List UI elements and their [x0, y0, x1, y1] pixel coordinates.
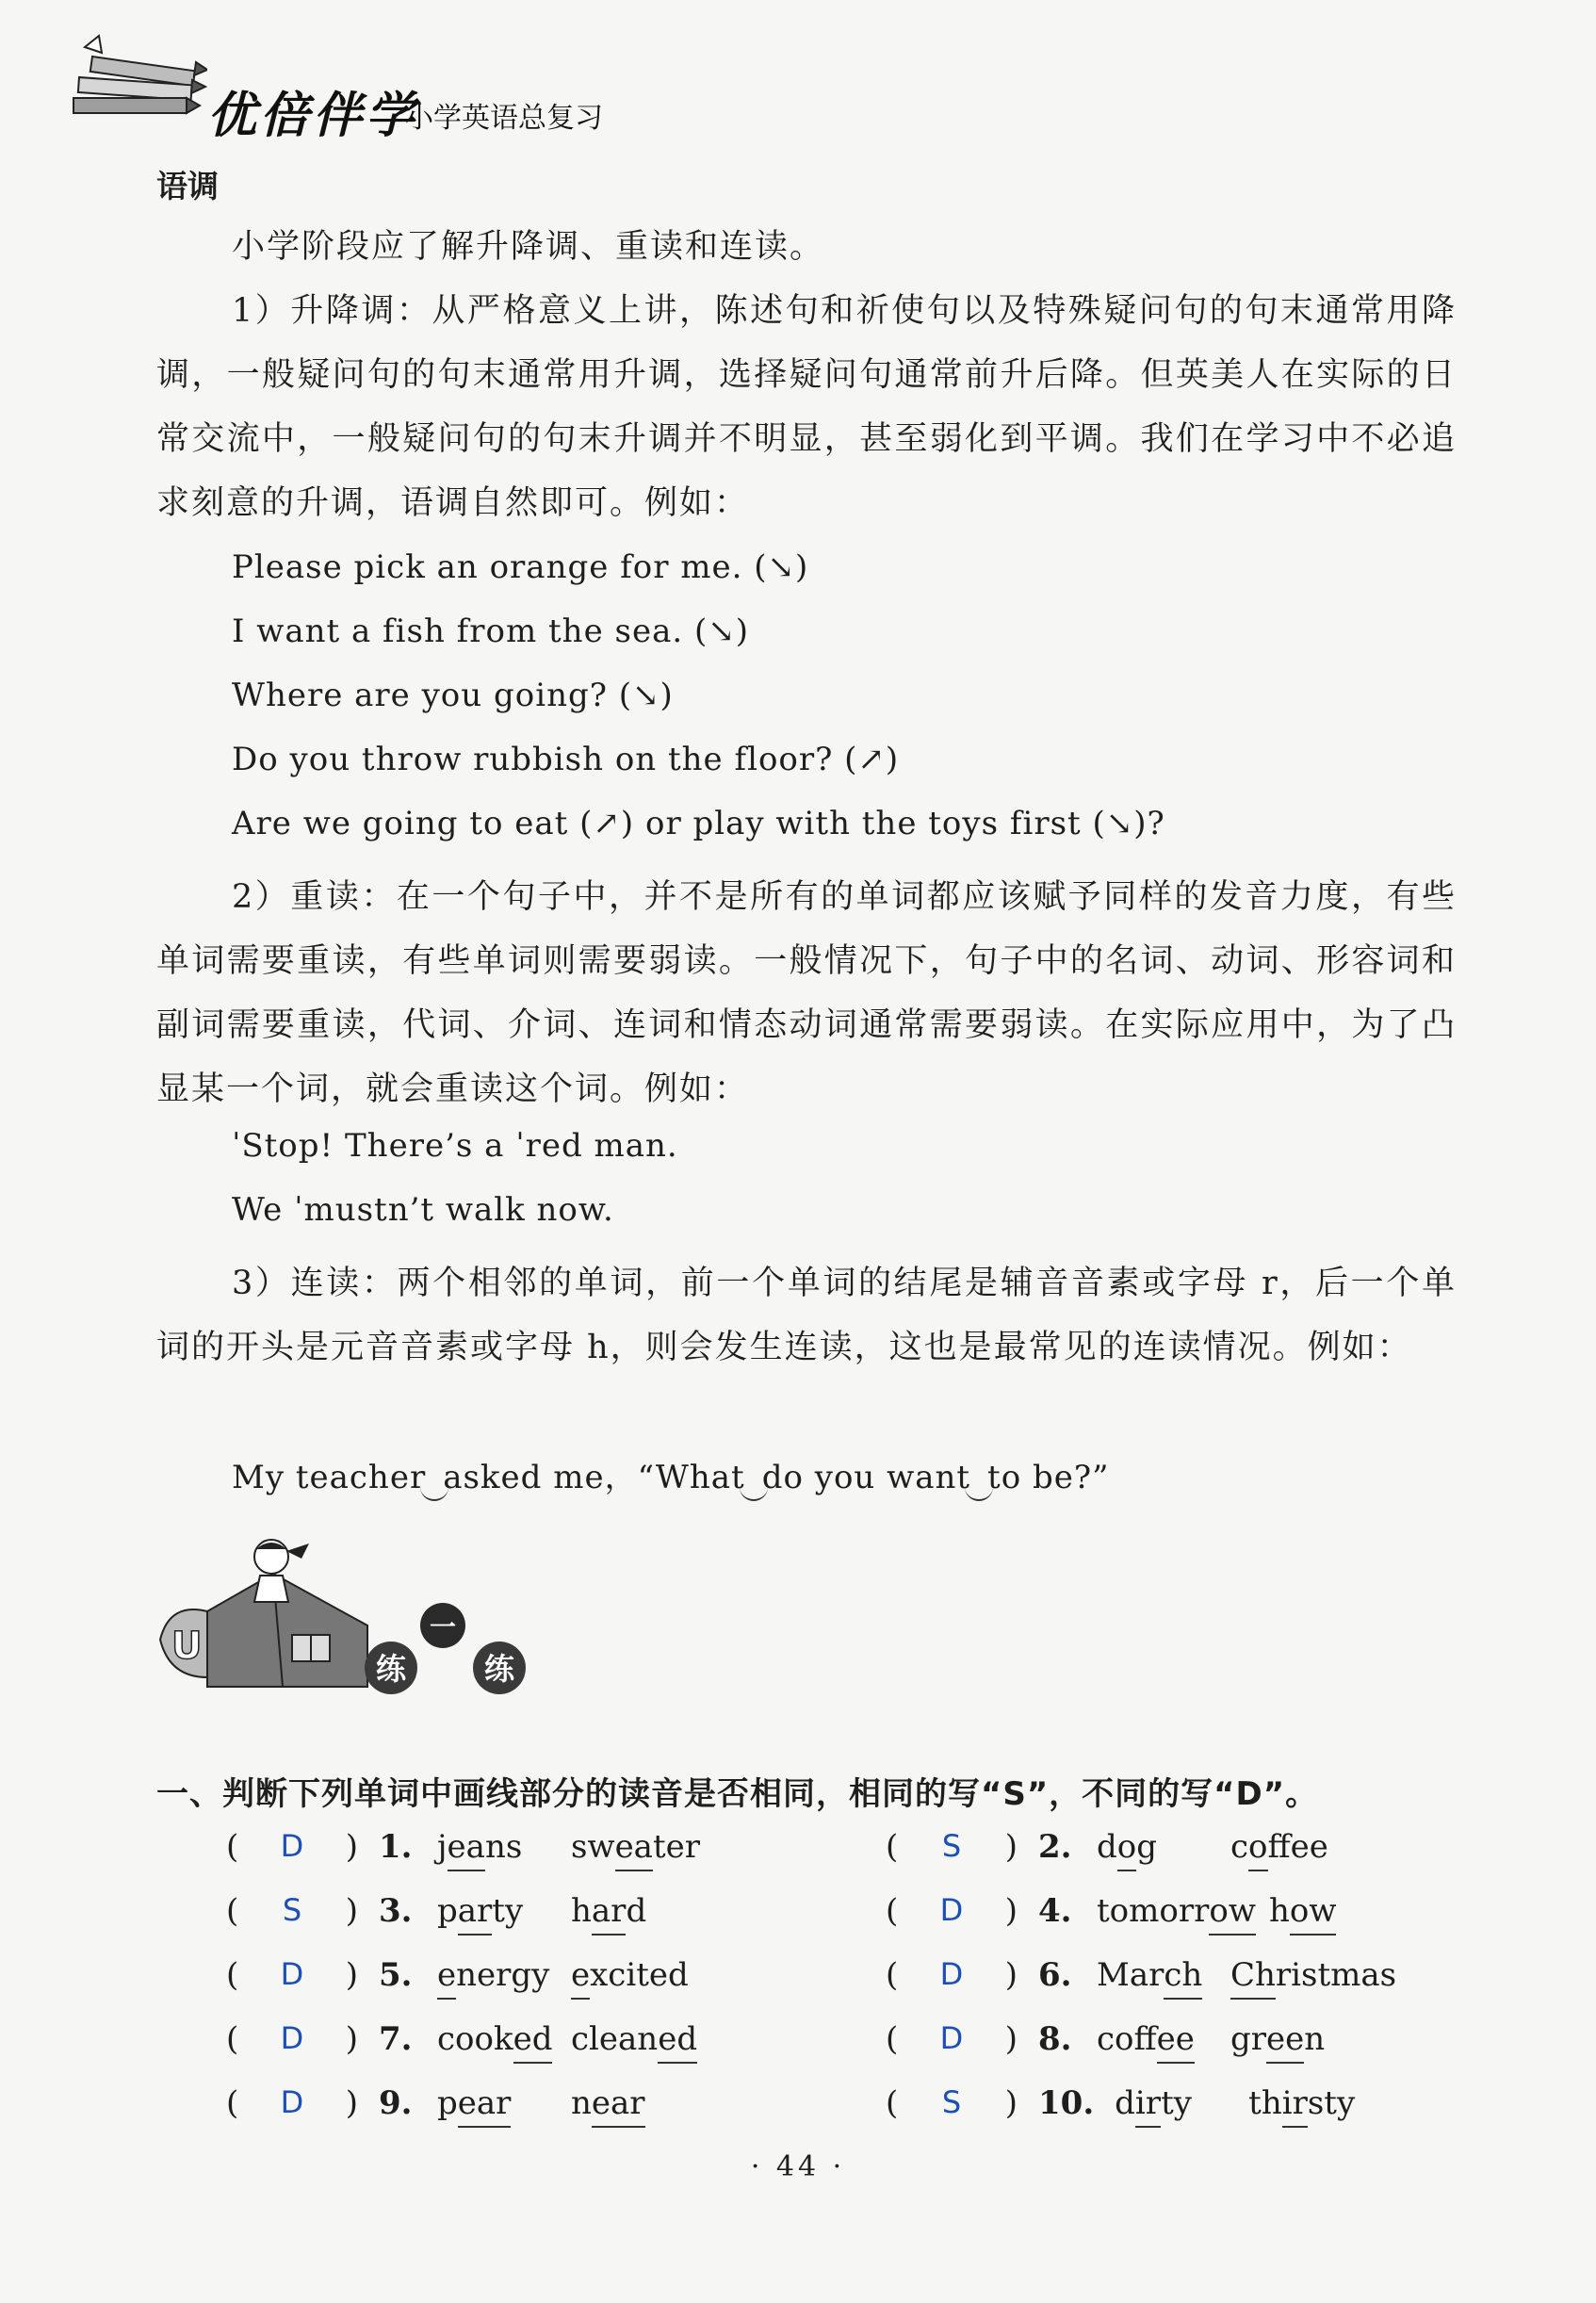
question-item [886, 1956, 1396, 1994]
practice-banner-illustration-icon [151, 1536, 546, 1715]
left-paren: ( [886, 1892, 899, 1930]
answer-value: S [941, 1828, 962, 1864]
word-rest: ristmas [1275, 1956, 1397, 1994]
stress-example: ˈStop! There’s a ˈred man. [232, 1127, 678, 1165]
question-item [886, 1828, 1328, 1866]
item-number: 9. [379, 2084, 413, 2122]
word-second: cleaned [571, 2020, 698, 2058]
word-second: near [571, 2084, 645, 2122]
svg-text:U: U [171, 1625, 203, 1668]
answer-value: D [280, 1956, 304, 1992]
underlined-letters: ch [1164, 1956, 1203, 1994]
answer-value: D [939, 1892, 964, 1928]
word-rest: ns [484, 1828, 523, 1866]
word-first: dog [1097, 1828, 1158, 1866]
stress-paragraph: 2）重读：在一个句子中，并不是所有的单词都应该赋予同样的发音力度，有些单词需要重读，有些单词则需要弱读。一般情况下，句子中的名词、动词、形容词和副词需要重读，代词、介词、连词和情态动词通常需要弱读。在实际应用中，为了凸显某一个词，就会重读这个词。例如： [156, 878, 1457, 1108]
left-paren: ( [226, 2020, 239, 2058]
underlined-letters: ear [457, 2084, 512, 2122]
answer-value: S [941, 2084, 962, 2120]
liaison-part: to be?” [987, 1459, 1110, 1496]
left-paren: ( [886, 1828, 899, 1866]
word-second: coffee [1230, 1828, 1328, 1866]
right-paren: ) [345, 1956, 358, 1994]
underlined-letters: o [1116, 1828, 1137, 1866]
answer-bracket [226, 1892, 358, 1930]
underlined-letters: Ch [1230, 1956, 1276, 1994]
liaison-part: My teacher [232, 1459, 427, 1496]
answer-bracket [226, 1956, 358, 1994]
answer-bracket [226, 2020, 358, 2058]
underlined-letters: ear [591, 2084, 645, 2122]
underlined-letters: ed [513, 2020, 553, 2058]
question-item [886, 1892, 1336, 1930]
underlined-letters: ow [1289, 1892, 1337, 1930]
page-header [66, 28, 725, 144]
item-number: 4. [1038, 1892, 1072, 1930]
answer-value: D [280, 2084, 304, 2120]
item-number: 3. [379, 1892, 413, 1930]
left-paren: ( [226, 1892, 239, 1930]
answer-bracket [226, 1828, 358, 1866]
example-sentence: Please pick an orange for me. (↘) [232, 548, 809, 586]
word-first: cooked [437, 2020, 553, 2058]
underlined-letters: e [437, 1956, 457, 1994]
rising-falling-paragraph: 1）升降调：从严格意义上讲，陈述句和祈使句以及特殊疑问句的句末通常用降调，一般疑问句的句末通常用升调，选择疑问句通常前升后降。但英美人在实际的日常交流中，一般疑问句的句末升调并不明显，甚至弱化到平调。我们在学习中不必追求刻意的升调，语调自然即可。例如： [156, 292, 1457, 522]
liaison-part: asked me，“What [443, 1459, 745, 1496]
underlined-letters: ed [658, 2020, 698, 2058]
left-paren: ( [886, 2084, 899, 2122]
liaison-example [232, 1451, 1109, 1501]
liaison-part: do you want [761, 1459, 971, 1496]
word-second [571, 1956, 689, 1994]
banner-char: 练 [483, 1651, 515, 1687]
left-paren: ( [886, 2020, 899, 2058]
right-paren: ) [345, 2020, 358, 2058]
word-rest: nergy [456, 1956, 550, 1994]
answer-bracket [226, 2084, 358, 2122]
question-item [226, 2084, 645, 2122]
item-number: 1. [379, 1828, 413, 1866]
intro-paragraph: 小学阶段应了解升降调、重读和连读。 [232, 228, 825, 266]
answer-value: S [282, 1892, 302, 1928]
answer-value: D [280, 1828, 304, 1864]
left-paren: ( [226, 1956, 239, 1994]
item-number: 10. [1038, 2084, 1095, 2122]
answer-bracket [886, 1892, 1018, 1930]
underlined-letters: ow [1209, 1892, 1256, 1930]
right-paren: ) [345, 2084, 358, 2122]
question-item [226, 1956, 689, 1994]
answer-value: D [939, 2020, 964, 2056]
underlined-letters: ir [1134, 2084, 1162, 2122]
left-paren: ( [226, 2084, 239, 2122]
word-first: tomorrow [1097, 1892, 1256, 1930]
banner-char: 一 [429, 1611, 457, 1642]
word-second: green [1230, 2020, 1326, 2058]
underlined-letters: ea [614, 1828, 653, 1866]
answer-bracket [886, 1828, 1018, 1866]
item-number: 8. [1038, 2020, 1072, 2058]
right-paren: ) [1004, 1956, 1018, 1994]
word-second [1230, 1956, 1396, 1994]
answer-bracket [886, 2020, 1018, 2058]
right-paren: ) [1004, 2020, 1018, 2058]
answer-value: D [939, 1956, 964, 1992]
question-item [886, 2084, 1355, 2122]
word-first [437, 1956, 558, 1994]
word-first: dirty [1115, 2084, 1192, 2122]
page-number: · 44 · [750, 2150, 846, 2183]
word-rest: n [1304, 2020, 1326, 2058]
example-sentence: I want a fish from the sea. (↘) [232, 612, 749, 650]
item-number: 6. [1038, 1956, 1072, 1994]
example-sentence: Where are you going? (↘) [232, 677, 674, 714]
right-paren: ) [1004, 2084, 1018, 2122]
section-title: 语调 [156, 168, 219, 204]
answer-bracket [886, 1956, 1018, 1994]
underlined-letters: o [1248, 1828, 1268, 1866]
underlined-letters: ea [447, 1828, 485, 1866]
item-number: 7. [379, 2020, 413, 2058]
liaison-paragraph: 3）连读：两个相邻的单词，前一个单词的结尾是辅音音素或字母 r，后一个单词的开头是元音音素或字母 h，则会发生连读，这也是最常见的连读情况。例如： [156, 1265, 1457, 1366]
word-first: pear [437, 2084, 512, 2122]
pencils-logo-icon [66, 28, 207, 132]
left-paren: ( [226, 1828, 239, 1866]
word-rest: ffee [1267, 1828, 1328, 1866]
word-second: how [1268, 1892, 1337, 1930]
underlined-letters: ee [1156, 2020, 1195, 2058]
question-item [226, 1892, 646, 1930]
right-paren: ) [345, 1892, 358, 1930]
book-subtitle: 小学英语总复习 [405, 102, 603, 135]
brand-logo: 优倍伴学 [207, 87, 419, 144]
right-paren: ) [345, 1828, 358, 1866]
item-number: 2. [1038, 1828, 1072, 1866]
answer-bracket [886, 2084, 1018, 2122]
right-paren: ) [1004, 1892, 1018, 1930]
word-rest: xcited [590, 1956, 689, 1994]
word-first: party [437, 1892, 524, 1930]
underlined-letters: e [571, 1956, 591, 1994]
underlined-letters: ee [1266, 2020, 1305, 2058]
question-item [886, 2020, 1325, 2058]
word-rest: ty [1161, 2084, 1192, 2122]
word-rest: sty [1307, 2084, 1356, 2122]
banner-char: 练 [375, 1651, 407, 1687]
word-rest: ter [652, 1828, 701, 1866]
question-item [226, 2020, 697, 2058]
question-title: 一、判断下列单词中画线部分的读音是否相同，相同的写“S”，不同的写“D”。 [156, 1775, 1319, 1813]
example-sentence: Are we going to eat (↗) or play with the toys first (↘)? [232, 805, 1165, 842]
word-second: thirsty [1248, 2084, 1356, 2122]
underlined-letters: ar [591, 1892, 627, 1930]
underlined-letters: ar [457, 1892, 493, 1930]
word-second: hard [571, 1892, 647, 1930]
left-paren: ( [886, 1956, 899, 1994]
practice-banner [151, 1536, 546, 1715]
item-number: 5. [379, 1956, 413, 1994]
word-first: jeans [437, 1828, 523, 1866]
word-first: March [1097, 1956, 1203, 1994]
question-item [226, 1828, 700, 1866]
answer-value: D [280, 2020, 304, 2056]
word-second: sweater [571, 1828, 701, 1866]
word-rest: ty [492, 1892, 524, 1930]
underlined-letters: ir [1281, 2084, 1308, 2122]
right-paren: ) [1004, 1828, 1018, 1866]
word-rest: d [626, 1892, 647, 1930]
word-first: coffee [1097, 2020, 1195, 2058]
word-rest: g [1136, 1828, 1158, 1866]
example-sentence: Do you throw rubbish on the floor? (↗) [232, 741, 900, 778]
stress-example: We ˈmustn’t walk now. [232, 1191, 614, 1229]
